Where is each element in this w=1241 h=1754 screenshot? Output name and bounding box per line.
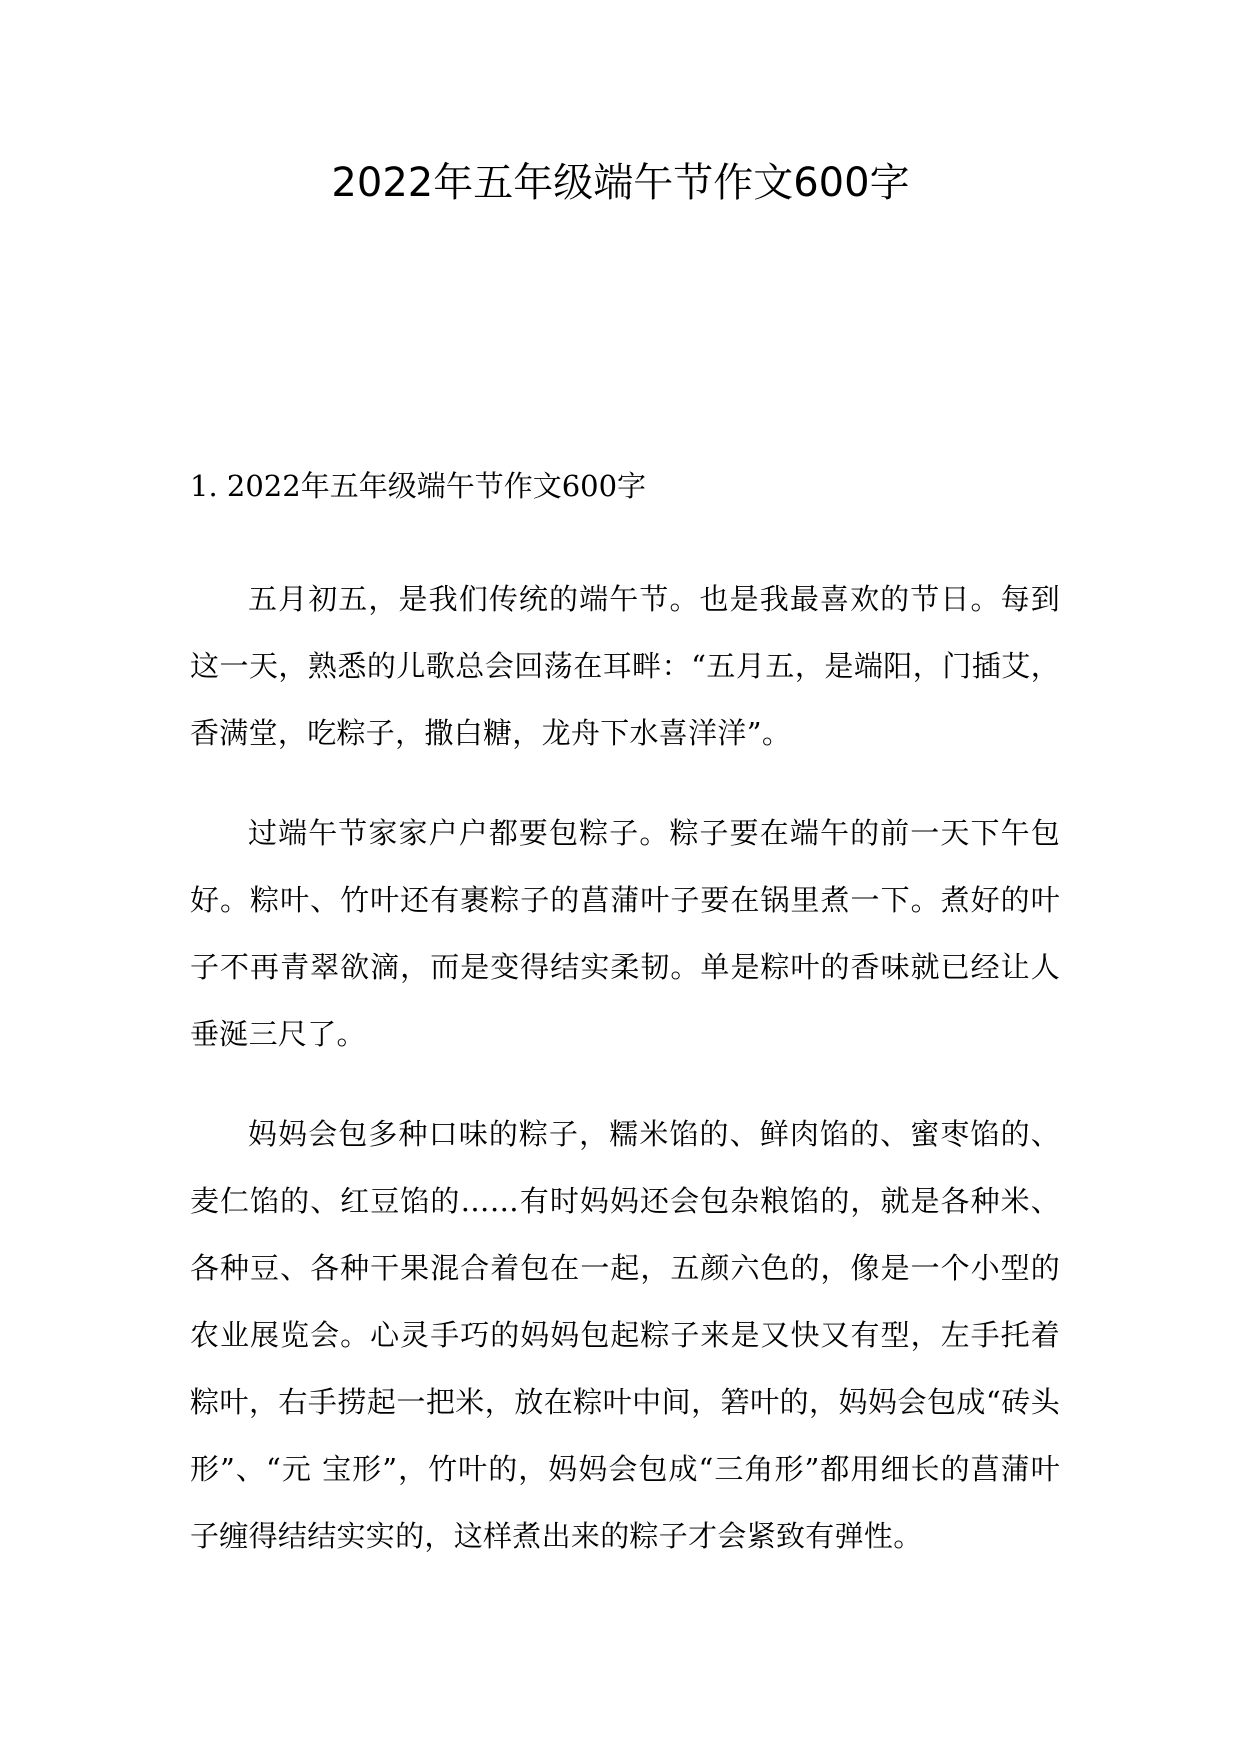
- section-heading: 1. 2022年五年级端午节作文600字: [190, 469, 647, 503]
- paragraph-3: 妈妈会包多种口味的粽子，糯米馅的、鲜肉馅的、蜜枣馅的、麦仁馅的、红豆馅的……有时妈妈还会包杂粮馅的，就是各种米、各种豆、各种干果混合着包在一起，五颜六色的，像是一个小型的农业展览会。心灵手巧的妈妈包起粽子来是又快又有型，左手托着粽叶，右手捞起一把米，放在粽叶中间，箬叶的，妈妈会包成“砖头形”、“元 宝形”，竹叶的，妈妈会包成“三角形”都用细长的菖蒲叶子缠得结结实实的，这样煮出来的粽子才会紧致有弹性。: [190, 1117, 1060, 1553]
- document-title: 2022年五年级端午节作文600字: [331, 160, 910, 206]
- paragraph-2: 过端午节家家户户都要包粽子。粽子要在端午的前一天下午包好。粽叶、竹叶还有裹粽子的菖蒲叶子要在锅里煮一下。煮好的叶子不再青翠欲滴，而是变得结实柔韧。单是粽叶的香味就已经让人垂涎三尺了。: [190, 816, 1060, 1051]
- paragraph-1: 五月初五，是我们传统的端午节。也是我最喜欢的节日。每到这一天，熟悉的儿歌总会回荡在耳畔：“五月五，是端阳，门插艾，香满堂，吃粽子，撒白糖，龙舟下水喜洋洋”。: [190, 582, 1060, 750]
